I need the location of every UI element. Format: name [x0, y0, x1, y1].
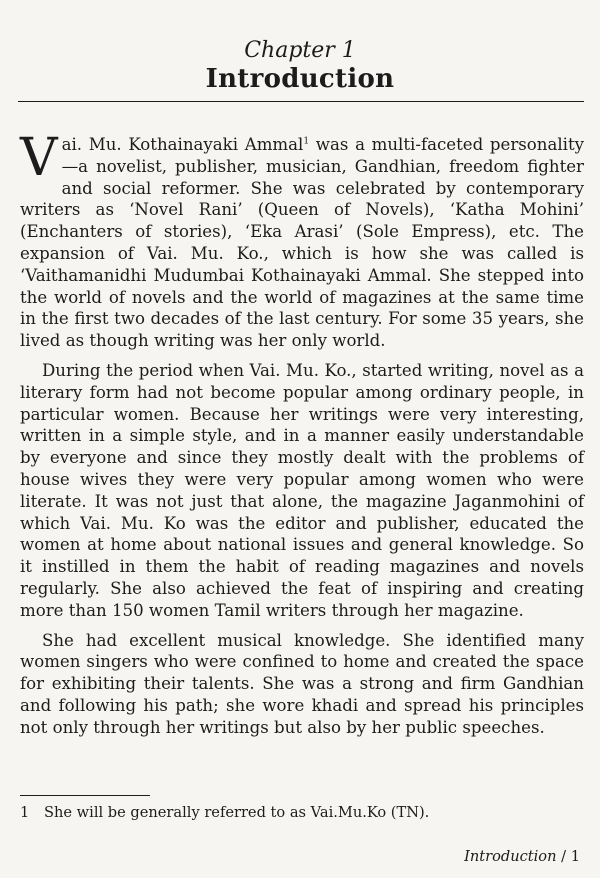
page-number: 1 — [570, 848, 580, 865]
paragraph-2: During the period when Vai. Mu. Ko., started writing, novel as a literary form had not become popular among ordinary people, in particular women. Because her writings were very interesting, written in a simple style, and in a manner easily understandable by everyone and since they mostly dealt with the problems of house wives they were very popular among women who were literate. It was not just that alone, the magazine Jaganmohini of which Vai. Mu. Ko was the editor and publisher, educated the women at home about national issues and general knowledge. So it instilled in them the habit of reading magazines and novels regularly. She also achieved the feat of inspiring and creating more than 150 women Tamil writers through her magazine. — [20, 360, 584, 620]
footnote-number: 1 — [20, 804, 30, 821]
drop-cap: V — [20, 128, 58, 188]
footnote-reference[interactable]: 1 — [303, 136, 310, 147]
chapter-title: Introduction — [205, 64, 395, 94]
footnote-text: She will be generally referred to as Vai.Mu.Ko (TN). — [44, 804, 430, 821]
running-footer — [464, 848, 580, 865]
chapter-label: Chapter 1 — [244, 38, 356, 63]
footer-separator: / — [556, 848, 571, 865]
paragraph-3: She had excellent musical knowledge. She identified many women singers who were confined to home and created the space for exhibiting their talents. She was a strong and firm Gandhian and following his path; she wore khadi and spread his principles not only through her writings but also by her public speeches. — [20, 630, 584, 737]
footnote-divider — [20, 795, 150, 796]
paragraph-1 — [20, 128, 584, 352]
paragraph-1-text-b: was a multi-faceted personality—a novelist, publisher, musician, Gandhian, freedom fighter and social reformer. She was celebrated by contemporary writers as ‘Novel Rani’ (Queen of Novels), ‘Katha Mohini’ (Enchanters of stories), ‘Eka Arasi’ (Sole Empress), etc. The expansion of Vai. Mu. Ko., which is how she was called is ‘Vaithamanidhi Mudumbai Kothainayaki Ammal. She stepped into the world of novels and the world of magazines at the same time in the first two decades of the last century. For some 35 years, she lived as though writing was her only world. — [20, 135, 584, 351]
footer-section-title: Introduction — [464, 848, 557, 865]
title-divider — [18, 101, 584, 102]
body-text — [20, 128, 584, 747]
paragraph-1-text-a: ai. Mu. Kothainayaki Ammal — [61, 135, 304, 154]
footnote — [20, 804, 429, 821]
